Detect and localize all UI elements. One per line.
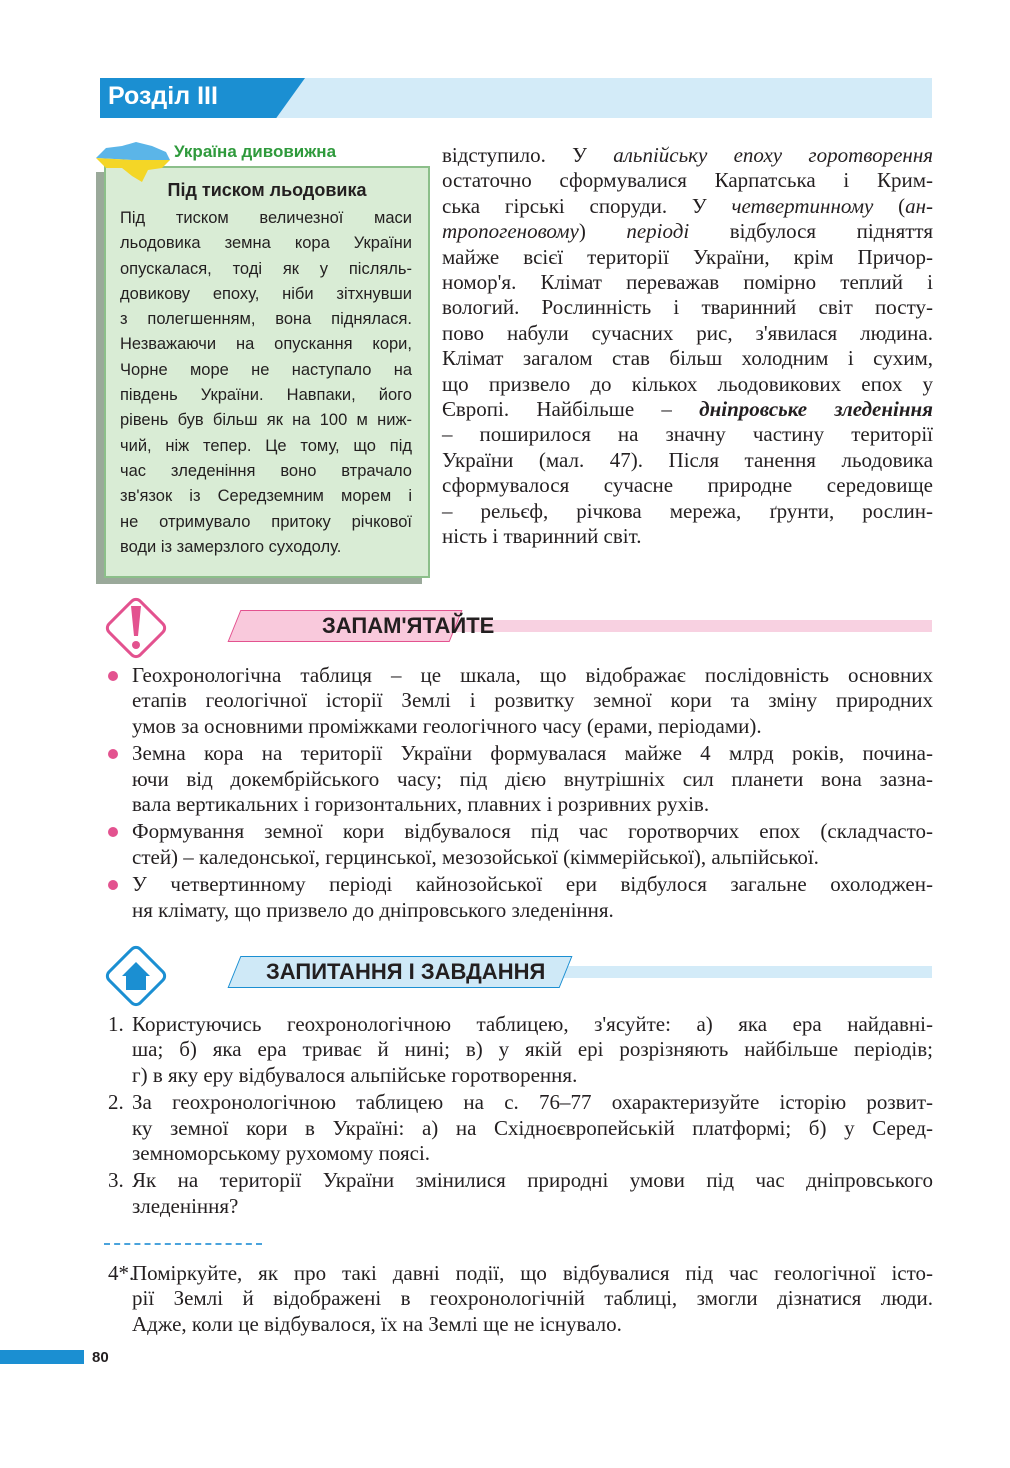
- home-icon: [100, 940, 172, 1012]
- remember-list: [108, 663, 933, 925]
- text-segment: ність і тваринний світ.: [442, 524, 642, 549]
- text-segment: дніпровське зледеніння: [699, 397, 933, 422]
- remember-line: У четвертинному періоді кайнозойської ери відбулося загальне охолоджен-: [132, 872, 933, 897]
- text-segment: альпійську епоху горотворення: [613, 143, 933, 167]
- fact-box-line: південь України. Навпаки, його: [120, 386, 412, 405]
- fact-box-line: час зледеніння воно втрачало: [120, 461, 412, 480]
- text-segment: номор'я. Клімат переважав помірно теплий і: [442, 270, 933, 295]
- text-segment: відбулося підняття: [689, 219, 933, 244]
- text-line: [442, 448, 933, 473]
- question-number: 3.: [108, 1168, 124, 1193]
- text-line: [442, 473, 933, 498]
- remember-line: Геохронологічна таблиця – це шкала, що відображає послідовність основних: [132, 663, 933, 687]
- question-item: [108, 1090, 933, 1166]
- extra-question: [108, 1261, 933, 1339]
- question-item: [108, 1012, 933, 1088]
- text-segment: остаточно сформувалися Карпатська і Крим-: [442, 168, 933, 193]
- section-title: Розділ III: [108, 82, 218, 110]
- fact-box-line: не отримувало притоку річкової: [120, 512, 412, 531]
- text-line: [442, 270, 933, 295]
- question-line: зледеніння?: [132, 1193, 239, 1218]
- question-line: Адже, коли це відбувалося, їх на Землі ще не існувало.: [132, 1311, 622, 1336]
- fact-box-label: Україна дивовижна: [174, 142, 337, 161]
- question-line: ку земної кори в Україні: а) на Східноєвропейській платформі; б) у Серед-: [132, 1115, 933, 1140]
- fact-box-line: Чорне море не наступало на: [120, 360, 412, 379]
- fact-box-title: Під тиском льодовика: [167, 180, 367, 200]
- question-line: г) в яку еру відбувалося альпійське горотворення.: [132, 1062, 578, 1087]
- text-line: [442, 499, 933, 524]
- text-line: [442, 397, 933, 422]
- text-segment: ська гірські споруди. У: [442, 193, 732, 218]
- fact-box-text: [120, 206, 412, 560]
- remember-item: [108, 741, 933, 817]
- question-number: 2.: [108, 1090, 124, 1115]
- text-line: [442, 143, 933, 168]
- questions-list: [108, 1012, 933, 1221]
- fact-box-line: рівень був більш як на 100 м ниж-: [120, 411, 412, 430]
- remember-item: [108, 819, 933, 870]
- question-line: Поміркуйте, як про такі давні події, що відбувалися під час геологічної істо-: [132, 1261, 933, 1285]
- bullet-icon: [108, 671, 118, 681]
- remember-line: етапів геологічної історії Землі і розвитку земної кори та зміну природних: [132, 688, 933, 713]
- text-line: [442, 422, 933, 447]
- text-segment: Клімат загалом став більш холодним і сухим,: [442, 346, 933, 371]
- question-line: Користуючись геохронологічною таблицею, з'ясуйте: а) яка ера найдавні-: [132, 1012, 933, 1036]
- text-segment: (: [873, 193, 906, 218]
- question-line: Як на території України змінилися природні умови під час дніпровського: [132, 1168, 933, 1193]
- question-number: 4*.: [108, 1261, 135, 1285]
- text-segment: періоді: [626, 219, 690, 244]
- text-segment: – поширилося на значну частину території: [442, 422, 933, 447]
- remember-line: ючи від докембрійського часу; під дією внутрішніх сил планети вона зазна-: [132, 766, 933, 791]
- fact-box-line: зв'язок із Середземним морем і: [120, 487, 412, 506]
- page-number: 80: [92, 1349, 109, 1366]
- text-segment: сформувалося сучасне природне середовище: [442, 473, 933, 498]
- questions-title: ЗАПИТАННЯ І ЗАВДАННЯ: [266, 959, 546, 984]
- text-segment: четвертинному: [731, 193, 874, 218]
- text-segment: вологий. Рослинність і тваринний світ посту-: [442, 295, 933, 320]
- text-line: [442, 219, 933, 244]
- divider-dashed: [104, 1243, 262, 1245]
- question-item: [108, 1261, 933, 1337]
- remember-item: [108, 872, 933, 923]
- exclamation-icon: [100, 592, 172, 664]
- fact-box-line: довикову епоху, ніби зітхнувши: [120, 284, 412, 303]
- question-line: рії Землі й відображені в геохронологічній таблиці, змогли дізнатися люди.: [132, 1286, 933, 1311]
- text-segment: майже всієї території України, крім Причор-: [442, 244, 933, 269]
- footer-bar: [0, 1350, 84, 1364]
- question-line: земноморському рухомому поясі.: [132, 1141, 431, 1166]
- remember-line: Формування земної кори відбувалося під час горотворчих епох (складчасто-: [132, 819, 933, 844]
- remember-line: Земна кора на території України формувалася майже 4 млрд років, почина-: [132, 741, 933, 766]
- fact-box-line: льодовика земна кора України: [120, 234, 412, 253]
- text-line: [442, 168, 933, 193]
- fact-box-line: води із замерзлого суходолу.: [120, 537, 342, 556]
- bullet-icon: [108, 749, 118, 759]
- bullet-icon: [108, 827, 118, 837]
- question-line: ша; б) яка ера триває й нині; в) у якій ері розрізняють найбільше періодів;: [132, 1037, 933, 1062]
- remember-item: [108, 663, 933, 739]
- text-segment: тропогеновому: [442, 219, 579, 244]
- text-segment: – рельєф, річкова мережа, ґрунти, рослин-: [442, 498, 933, 523]
- text-line: [442, 245, 933, 270]
- remember-line: стей) – каледонської, герцинської, мезозойської (кіммерійської), альпійської.: [132, 844, 819, 869]
- text-segment: пово набули сучасних рис, з'явилася людина.: [442, 320, 933, 345]
- question-item: [108, 1168, 933, 1219]
- text-line: [442, 194, 933, 219]
- remember-line: вала вертикальних і горизонтальних, плавних і розривних рухів.: [132, 792, 710, 817]
- fact-box-line: з полегшенням, вона піднялася.: [120, 310, 412, 329]
- text-segment: відступило. У: [442, 143, 614, 167]
- remember-line: умов за основними проміжками геологічного часу (ерами, періодами).: [132, 713, 762, 738]
- fact-box-line: Під тиском величезної маси: [120, 209, 412, 227]
- text-line: [442, 321, 933, 346]
- fact-box-line: чий, ніж тепер. Це тому, що під: [120, 436, 412, 455]
- text-line: [442, 524, 933, 549]
- question-number: 1.: [108, 1012, 124, 1036]
- text-segment: Європі. Найбільше –: [442, 397, 700, 422]
- question-line: За геохронологічною таблицею на с. 76–77 охарактеризуйте історію розвит-: [132, 1090, 933, 1115]
- text-line: [442, 346, 933, 371]
- text-line: [442, 372, 933, 397]
- fact-box-line: опускалася, тоді як у післяль-: [120, 259, 412, 278]
- text-segment: що призвело до кількох льодовикових епох у: [442, 371, 933, 396]
- text-segment: України (мал. 47). Після танення льодовика: [442, 447, 933, 472]
- bullet-icon: [108, 880, 118, 890]
- text-line: [442, 295, 933, 320]
- remember-line: ня клімату, що призвело до дніпровського зледеніння.: [132, 897, 614, 922]
- main-text: [442, 143, 933, 550]
- text-segment: ан-: [905, 193, 933, 218]
- text-segment: ): [578, 219, 627, 244]
- fact-box-line: Незважаючи на опускання кори,: [120, 335, 412, 354]
- remember-title: ЗАПАМ'ЯТАЙТЕ: [322, 613, 495, 638]
